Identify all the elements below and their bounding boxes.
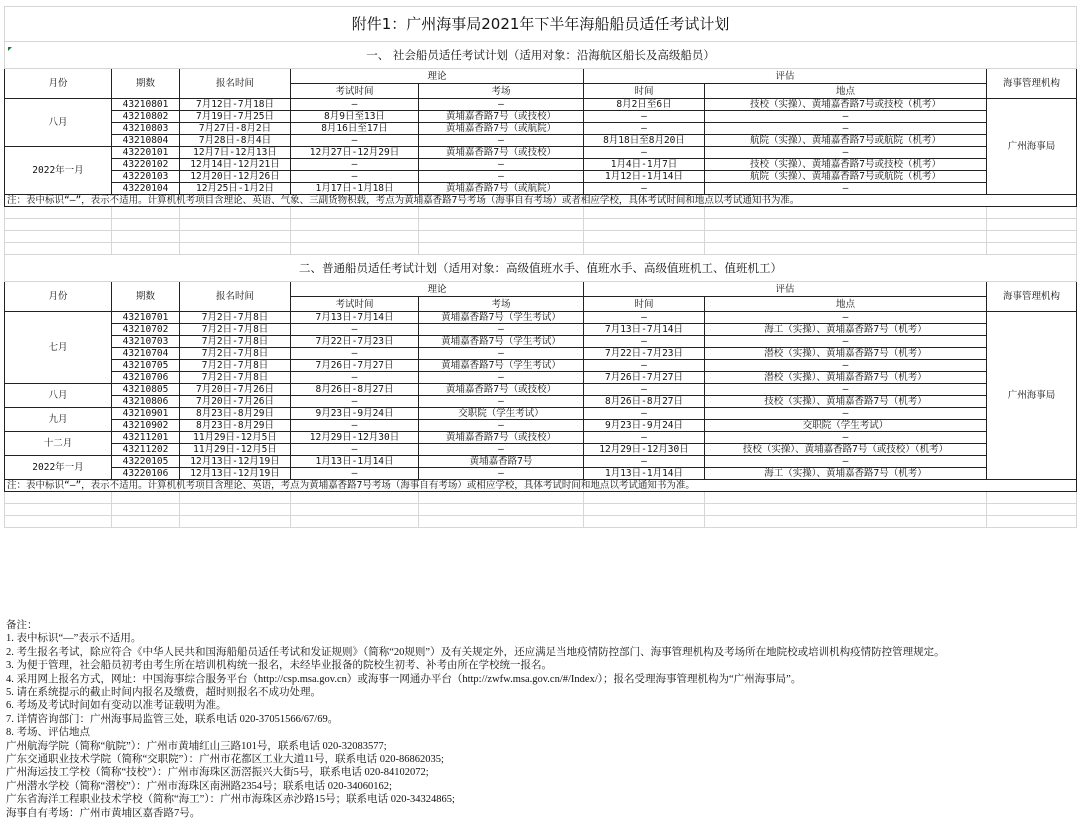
register-cell[interactable]: 11月29日-12月5日 — [180, 444, 291, 456]
assess-time-cell[interactable]: 8月2日至6日 — [584, 99, 705, 111]
month-cell[interactable]: 2022年一月 — [5, 147, 112, 195]
period-cell[interactable]: 43210901 — [112, 408, 180, 420]
col-assess[interactable]: 评估 — [584, 69, 987, 84]
exam-site-cell[interactable]: 黄埔嘉香路7号（学生考试） — [419, 336, 584, 348]
empty-cell[interactable] — [112, 504, 180, 516]
empty-cell[interactable] — [180, 207, 291, 219]
empty-cell[interactable] — [987, 492, 1077, 504]
exam-time-cell[interactable]: 7月26日-7月27日 — [291, 360, 419, 372]
exam-site-cell[interactable]: 黄埔嘉香路7号（或技校） — [419, 111, 584, 123]
assess-place-cell[interactable]: 技校（实操）、黄埔嘉香路7号（或技校）（机考） — [705, 444, 987, 456]
exam-time-cell[interactable]: 12月29日-12月30日 — [291, 432, 419, 444]
empty-cell[interactable] — [5, 492, 112, 504]
register-cell[interactable]: 12月25日-1月2日 — [180, 183, 291, 195]
assess-place-cell[interactable]: — — [705, 312, 987, 324]
col-place[interactable]: 地点 — [705, 84, 987, 99]
col-month[interactable]: 月份 — [5, 69, 112, 99]
blank-row — [5, 492, 1077, 504]
assess-time-cell[interactable]: 7月22日-7月23日 — [584, 348, 705, 360]
exam-site-cell[interactable]: — — [419, 348, 584, 360]
empty-cell[interactable] — [291, 207, 419, 219]
period-cell[interactable]: 43210801 — [112, 99, 180, 111]
col-theory[interactable]: 理论 — [291, 69, 584, 84]
col-theory[interactable]: 理论 — [291, 282, 584, 297]
empty-cell[interactable] — [705, 207, 987, 219]
blank-row — [5, 219, 1077, 231]
assess-time-cell[interactable]: 9月23日-9月24日 — [584, 420, 705, 432]
remark-line: 3. 为便于管理，社会船员初考由考生所在培训机构统一报名，未经毕业报备的院校生初考、补考由所在学校统一报名。 — [6, 660, 552, 672]
period-cell[interactable]: 43210705 — [112, 360, 180, 372]
spreadsheet — [4, 6, 1076, 528]
agency-cell[interactable]: 广州海事局 — [987, 312, 1077, 480]
assess-time-cell[interactable]: 1月12日-1月14日 — [584, 171, 705, 183]
schedule-grid — [4, 6, 1077, 528]
table-row — [5, 396, 1077, 408]
exam-site-cell[interactable]: — — [419, 171, 584, 183]
exam-site-cell[interactable]: 黄埔嘉香路7号（学生考试） — [419, 360, 584, 372]
assess-place-cell[interactable]: 航院（实操）、黄埔嘉香路7号或航院（机考） — [705, 171, 987, 183]
remarks — [6, 619, 1074, 820]
empty-cell[interactable] — [419, 219, 584, 231]
assess-time-cell[interactable]: — — [584, 147, 705, 159]
register-cell[interactable]: 11月29日-12月5日 — [180, 432, 291, 444]
col-register[interactable]: 报名时间 — [180, 69, 291, 99]
period-cell[interactable]: 43210702 — [112, 324, 180, 336]
empty-cell[interactable] — [705, 516, 987, 528]
empty-cell[interactable] — [987, 243, 1077, 255]
period-cell[interactable]: 43210706 — [112, 372, 180, 384]
exam-site-cell[interactable]: — — [419, 324, 584, 336]
exam-site-cell[interactable]: 黄埔嘉香路7号（或航院） — [419, 183, 584, 195]
col-exam-site[interactable]: 考场 — [419, 84, 584, 99]
section-heading-row — [5, 42, 1077, 69]
table-row — [5, 324, 1077, 336]
empty-cell[interactable] — [419, 231, 584, 243]
empty-cell[interactable] — [419, 207, 584, 219]
exam-time-cell[interactable]: 8月9日至13日 — [291, 111, 419, 123]
empty-cell[interactable] — [584, 516, 705, 528]
empty-cell[interactable] — [112, 243, 180, 255]
remark-line: 8. 考场、评估地点 — [6, 727, 90, 739]
empty-cell[interactable] — [180, 504, 291, 516]
empty-cell[interactable] — [705, 504, 987, 516]
empty-cell[interactable] — [180, 492, 291, 504]
exam-site-cell[interactable]: 黄埔嘉香路7号（或技校） — [419, 147, 584, 159]
col-place[interactable]: 地点 — [705, 297, 987, 312]
empty-cell[interactable] — [5, 207, 112, 219]
assess-time-cell[interactable]: — — [584, 384, 705, 396]
header-row-1 — [5, 69, 1077, 84]
register-cell[interactable]: 7月20日-7月26日 — [180, 396, 291, 408]
table-row — [5, 360, 1077, 372]
table-row — [5, 456, 1077, 468]
table-row — [5, 444, 1077, 456]
exam-time-cell[interactable]: — — [291, 348, 419, 360]
assess-place-cell[interactable]: 技校（实操）、黄埔嘉香路7号（机考） — [705, 396, 987, 408]
empty-cell[interactable] — [112, 516, 180, 528]
empty-cell[interactable] — [705, 231, 987, 243]
empty-cell[interactable] — [291, 231, 419, 243]
assess-place-cell[interactable]: 航院（实操）、黄埔嘉香路7号或航院（机考） — [705, 135, 987, 147]
exam-site-cell[interactable]: 黄埔嘉香路7号（或技校） — [419, 432, 584, 444]
exam-site-cell[interactable]: 交职院（学生考试） — [419, 408, 584, 420]
exam-site-cell[interactable]: — — [419, 468, 584, 480]
empty-cell[interactable] — [419, 243, 584, 255]
remark-line: 广州海运技工学校（简称“技校”）：广州市海珠区沥滘振兴大街5号，联系电话 020-84102072; — [6, 767, 429, 779]
assess-place-cell[interactable]: 技校（实操）、黄埔嘉香路7号或技校（机考） — [705, 159, 987, 171]
col-time[interactable]: 时间 — [584, 297, 705, 312]
table-row — [5, 135, 1077, 147]
exam-time-cell[interactable]: 1月17日-1月18日 — [291, 183, 419, 195]
assess-place-cell[interactable]: — — [705, 360, 987, 372]
empty-cell[interactable] — [584, 504, 705, 516]
assess-time-cell[interactable]: 8月18日至8月20日 — [584, 135, 705, 147]
period-cell[interactable]: 43220102 — [112, 159, 180, 171]
assess-place-cell[interactable]: — — [705, 456, 987, 468]
assess-place-cell[interactable]: — — [705, 432, 987, 444]
empty-cell[interactable] — [584, 219, 705, 231]
table-row — [5, 99, 1077, 111]
col-month[interactable]: 月份 — [5, 282, 112, 312]
empty-cell[interactable] — [291, 243, 419, 255]
period-cell[interactable]: 43211201 — [112, 432, 180, 444]
period-cell[interactable]: 43210806 — [112, 396, 180, 408]
table-row — [5, 336, 1077, 348]
col-exam-time[interactable]: 考试时间 — [291, 297, 419, 312]
assess-time-cell[interactable]: — — [584, 456, 705, 468]
col-exam-site[interactable]: 考场 — [419, 297, 584, 312]
exam-time-cell[interactable]: — — [291, 135, 419, 147]
period-cell[interactable]: 43210805 — [112, 384, 180, 396]
period-cell[interactable]: 43220104 — [112, 183, 180, 195]
empty-cell[interactable] — [291, 504, 419, 516]
exam-site-cell[interactable]: — — [419, 135, 584, 147]
empty-cell[interactable] — [987, 504, 1077, 516]
blank-row — [5, 243, 1077, 255]
note-row — [5, 480, 1077, 492]
remark-line: 2. 考生报名考试，除应符合《中华人民共和国海船船员适任考试和发证规则》（简称“20规则”）及有关规定外，还应满足当地疫情防控部门、海事管理机构及考场所在地院校或培训机构疫情防控管理规定。 — [6, 646, 945, 658]
period-cell[interactable]: 43220103 — [112, 171, 180, 183]
month-cell[interactable]: 十二月 — [5, 432, 112, 456]
blank-row — [5, 516, 1077, 528]
register-cell[interactable]: 12月20日-12月26日 — [180, 171, 291, 183]
page-title[interactable]: 附件1：广州海事局2021年下半年海船船员适任考试计划 — [5, 7, 1077, 42]
assess-time-cell[interactable]: — — [584, 123, 705, 135]
month-cell[interactable]: 九月 — [5, 408, 112, 432]
table-row — [5, 372, 1077, 384]
exam-site-cell[interactable]: — — [419, 372, 584, 384]
table-row — [5, 183, 1077, 195]
register-cell[interactable]: 7月27日-8月2日 — [180, 123, 291, 135]
exam-time-cell[interactable]: — — [291, 468, 419, 480]
assess-time-cell[interactable]: — — [584, 183, 705, 195]
col-exam-time[interactable]: 考试时间 — [291, 84, 419, 99]
assess-place-cell[interactable]: 潜校（实操）、黄埔嘉香路7号（机考） — [705, 348, 987, 360]
period-cell[interactable]: 43210803 — [112, 123, 180, 135]
empty-cell[interactable] — [419, 516, 584, 528]
empty-cell[interactable] — [419, 492, 584, 504]
exam-time-cell[interactable]: — — [291, 171, 419, 183]
assess-time-cell[interactable]: 8月26日-8月27日 — [584, 396, 705, 408]
period-cell[interactable]: 43210704 — [112, 348, 180, 360]
month-cell[interactable]: 七月 — [5, 312, 112, 384]
col-assess[interactable]: 评估 — [584, 282, 987, 297]
table-row — [5, 432, 1077, 444]
col-period[interactable]: 期数 — [112, 69, 180, 99]
register-cell[interactable]: 12月14日-12月21日 — [180, 159, 291, 171]
month-cell[interactable]: 八月 — [5, 384, 112, 408]
register-cell[interactable]: 12月7日-12月13日 — [180, 147, 291, 159]
empty-cell[interactable] — [584, 243, 705, 255]
section-heading-row — [5, 255, 1077, 282]
register-cell[interactable]: 12月13日-12月19日 — [180, 468, 291, 480]
table-note[interactable]: 注：表中标识“—”，表示不适用。计算机机考项目含理论、英语、气象、三副货物积载，考点为黄埔嘉香路7号考场（海事自有考场）或者相应学校，具体考试时间和地点以考试通知书为准。 — [5, 195, 1077, 207]
col-agency[interactable]: 海事管理机构 — [987, 282, 1077, 312]
month-cell[interactable]: 八月 — [5, 99, 112, 147]
empty-cell[interactable] — [987, 231, 1077, 243]
remark-line: 广州潜水学校（简称“潜校”）：广州市海珠区南洲路2354号；联系电话 020-34060162; — [6, 780, 392, 792]
table-row — [5, 420, 1077, 432]
assess-place-cell[interactable]: 海工（实操）、黄埔嘉香路7号（机考） — [705, 324, 987, 336]
register-cell[interactable]: 7月2日-7月8日 — [180, 336, 291, 348]
table-row — [5, 111, 1077, 123]
empty-cell[interactable] — [987, 516, 1077, 528]
register-cell[interactable]: 7月2日-7月8日 — [180, 324, 291, 336]
empty-cell[interactable] — [112, 219, 180, 231]
table-note[interactable]: 注：表中标识“—”，表示不适用。计算机机考项目含理论、英语，考点为黄埔嘉香路7号考场（海事自有考场）或相应学校，具体考试时间和地点以考试通知书为准。 — [5, 480, 1077, 492]
remark-line: 4. 采用网上报名方式，网址：中国海事综合服务平台（http://csp.msa.gov.cn）或海事一网通办平台（http://zwfw.msa.gov.cn/#/Index/）；报名受理海事管理机构为“广州海事局”。 — [6, 673, 802, 685]
assess-place-cell[interactable]: 交职院（学生考试） — [705, 420, 987, 432]
assess-time-cell[interactable]: 7月13日-7月14日 — [584, 324, 705, 336]
register-cell[interactable]: 7月2日-7月8日 — [180, 360, 291, 372]
header-row-1 — [5, 282, 1077, 297]
empty-cell[interactable] — [5, 243, 112, 255]
exam-site-cell[interactable]: 黄埔嘉香路7号（或技校） — [419, 384, 584, 396]
empty-cell[interactable] — [180, 516, 291, 528]
register-cell[interactable]: 7月12日-7月18日 — [180, 99, 291, 111]
col-register[interactable]: 报名时间 — [180, 282, 291, 312]
table-row — [5, 123, 1077, 135]
period-cell[interactable]: 43210802 — [112, 111, 180, 123]
exam-site-cell[interactable]: — — [419, 396, 584, 408]
table-row — [5, 468, 1077, 480]
register-cell[interactable]: 8月23日-8月29日 — [180, 420, 291, 432]
table-row — [5, 171, 1077, 183]
exam-time-cell[interactable]: — — [291, 444, 419, 456]
exam-time-cell[interactable]: — — [291, 99, 419, 111]
exam-site-cell[interactable]: 黄埔嘉香路7号（学生考试） — [419, 312, 584, 324]
table-row — [5, 408, 1077, 420]
exam-time-cell[interactable]: 12月27日-12月29日 — [291, 147, 419, 159]
register-cell[interactable]: 7月19日-7月25日 — [180, 111, 291, 123]
exam-site-cell[interactable]: 黄埔嘉香路7号 — [419, 456, 584, 468]
empty-cell[interactable] — [987, 207, 1077, 219]
empty-cell[interactable] — [112, 492, 180, 504]
exam-time-cell[interactable]: 7月22日-7月23日 — [291, 336, 419, 348]
table-row — [5, 159, 1077, 171]
cell-marker — [8, 47, 12, 51]
remark-line: 广东交通职业技术学院（简称“交职院”）：广州市花都区工业大道11号，联系电话 020-86862035; — [6, 754, 444, 766]
empty-cell[interactable] — [584, 492, 705, 504]
assess-time-cell[interactable]: — — [584, 111, 705, 123]
exam-time-cell[interactable]: 8月26日-8月27日 — [291, 384, 419, 396]
assess-place-cell[interactable]: — — [705, 123, 987, 135]
assess-time-cell[interactable]: — — [584, 432, 705, 444]
empty-cell[interactable] — [987, 219, 1077, 231]
empty-cell[interactable] — [112, 207, 180, 219]
empty-cell[interactable] — [180, 231, 291, 243]
empty-cell[interactable] — [705, 243, 987, 255]
exam-time-cell[interactable]: — — [291, 324, 419, 336]
period-cell[interactable]: 43210701 — [112, 312, 180, 324]
empty-cell[interactable] — [180, 243, 291, 255]
empty-cell[interactable] — [705, 219, 987, 231]
assess-place-cell[interactable]: — — [705, 147, 987, 159]
assess-place-cell[interactable]: — — [705, 408, 987, 420]
agency-cell[interactable]: 广州海事局 — [987, 99, 1077, 195]
assess-place-cell[interactable]: — — [705, 384, 987, 396]
assess-time-cell[interactable]: — — [584, 312, 705, 324]
empty-cell[interactable] — [180, 219, 291, 231]
register-cell[interactable]: 7月20日-7月26日 — [180, 384, 291, 396]
exam-site-cell[interactable]: — — [419, 444, 584, 456]
period-cell[interactable]: 43210703 — [112, 336, 180, 348]
empty-cell[interactable] — [291, 492, 419, 504]
exam-time-cell[interactable]: 9月23日-9月24日 — [291, 408, 419, 420]
register-cell[interactable]: 7月2日-7月8日 — [180, 312, 291, 324]
register-cell[interactable]: 7月2日-7月8日 — [180, 348, 291, 360]
period-cell[interactable]: 43220106 — [112, 468, 180, 480]
period-cell[interactable]: 43210804 — [112, 135, 180, 147]
empty-cell[interactable] — [5, 504, 112, 516]
exam-time-cell[interactable]: 7月13日-7月14日 — [291, 312, 419, 324]
remarks-label: 备注： — [6, 620, 38, 631]
assess-place-cell[interactable]: 技校（实操）、黄埔嘉香路7号或技校（机考） — [705, 99, 987, 111]
col-period[interactable]: 期数 — [112, 282, 180, 312]
assess-place-cell[interactable]: 潜校（实操）、黄埔嘉香路7号（机考） — [705, 372, 987, 384]
table-row — [5, 147, 1077, 159]
note-row — [5, 195, 1077, 207]
exam-site-cell[interactable]: — — [419, 420, 584, 432]
exam-time-cell[interactable]: — — [291, 159, 419, 171]
period-cell[interactable]: 43220105 — [112, 456, 180, 468]
assess-time-cell[interactable]: 1月4日-1月7日 — [584, 159, 705, 171]
exam-time-cell[interactable]: 8月16日至17日 — [291, 123, 419, 135]
empty-cell[interactable] — [705, 492, 987, 504]
remark-line: 7. 详情咨询部门：广州海事局监管三处，联系电话 020-37051566/67/69。 — [6, 713, 339, 725]
exam-site-cell[interactable]: — — [419, 99, 584, 111]
remark-line: 海事自有考场：广州市黄埔区嘉香路7号。 — [6, 807, 201, 819]
assess-place-cell[interactable]: — — [705, 336, 987, 348]
exam-time-cell[interactable]: 1月13日-1月14日 — [291, 456, 419, 468]
assess-time-cell[interactable]: 1月13日-1月14日 — [584, 468, 705, 480]
remark-line: 5. 请在系统提示的截止时间内报名及缴费，超时则报名不成功处理。 — [6, 687, 321, 699]
exam-time-cell[interactable]: — — [291, 372, 419, 384]
table-row — [5, 384, 1077, 396]
empty-cell[interactable] — [291, 219, 419, 231]
period-cell[interactable]: 43211202 — [112, 444, 180, 456]
month-cell[interactable]: 2022年一月 — [5, 456, 112, 480]
remark-line: 广东省海洋工程职业技术学校（简称“海工”）：广州市海珠区赤沙路15号；联系电话 020-34324865; — [6, 794, 455, 806]
blank-row — [5, 207, 1077, 219]
remarks-lines — [6, 632, 1074, 820]
register-cell[interactable]: 7月28日-8月4日 — [180, 135, 291, 147]
empty-cell[interactable] — [419, 504, 584, 516]
exam-time-cell[interactable]: — — [291, 396, 419, 408]
register-cell[interactable]: 8月23日-8月29日 — [180, 408, 291, 420]
remark-line: 广州航海学院（简称“航院”）：广州市黄埔红山三路101号，联系电话 020-32083577; — [6, 740, 387, 752]
assess-place-cell[interactable]: — — [705, 183, 987, 195]
assess-time-cell[interactable]: — — [584, 336, 705, 348]
assess-time-cell[interactable]: 7月26日-7月27日 — [584, 372, 705, 384]
col-agency[interactable]: 海事管理机构 — [987, 69, 1077, 99]
section-heading[interactable]: 一、 社会船员适任考试计划（适用对象：沿海航区船长及高级船员） — [5, 42, 1077, 69]
empty-cell[interactable] — [584, 207, 705, 219]
exam-site-cell[interactable]: 黄埔嘉香路7号（或航院） — [419, 123, 584, 135]
empty-cell[interactable] — [5, 516, 112, 528]
remark-line: 6. 考场及考试时间如有变动以准考证载明为准。 — [6, 700, 227, 712]
assess-time-cell[interactable]: — — [584, 360, 705, 372]
blank-row — [5, 504, 1077, 516]
period-cell[interactable]: 43210902 — [112, 420, 180, 432]
assess-time-cell[interactable]: 12月29日-12月30日 — [584, 444, 705, 456]
section-heading[interactable]: 二、普通船员适任考试计划（适用对象：高级值班水手、值班水手、高级值班机工、值班机工） — [5, 255, 1077, 282]
title-row — [5, 7, 1077, 42]
assess-place-cell[interactable]: 海工（实操）、黄埔嘉香路7号（机考） — [705, 468, 987, 480]
col-time[interactable]: 时间 — [584, 84, 705, 99]
assess-place-cell[interactable]: — — [705, 111, 987, 123]
empty-cell[interactable] — [291, 516, 419, 528]
period-cell[interactable]: 43220101 — [112, 147, 180, 159]
empty-cell[interactable] — [5, 219, 112, 231]
table-row — [5, 348, 1077, 360]
assess-time-cell[interactable]: — — [584, 408, 705, 420]
register-cell[interactable]: 7月2日-7月8日 — [180, 372, 291, 384]
empty-cell[interactable] — [584, 231, 705, 243]
empty-cell[interactable] — [5, 231, 112, 243]
register-cell[interactable]: 12月13日-12月19日 — [180, 456, 291, 468]
remark-line: 1. 表中标识“—”表示不适用。 — [6, 633, 142, 645]
table-row — [5, 312, 1077, 324]
blank-row — [5, 231, 1077, 243]
empty-cell[interactable] — [112, 231, 180, 243]
exam-site-cell[interactable]: — — [419, 159, 584, 171]
exam-time-cell[interactable]: — — [291, 420, 419, 432]
